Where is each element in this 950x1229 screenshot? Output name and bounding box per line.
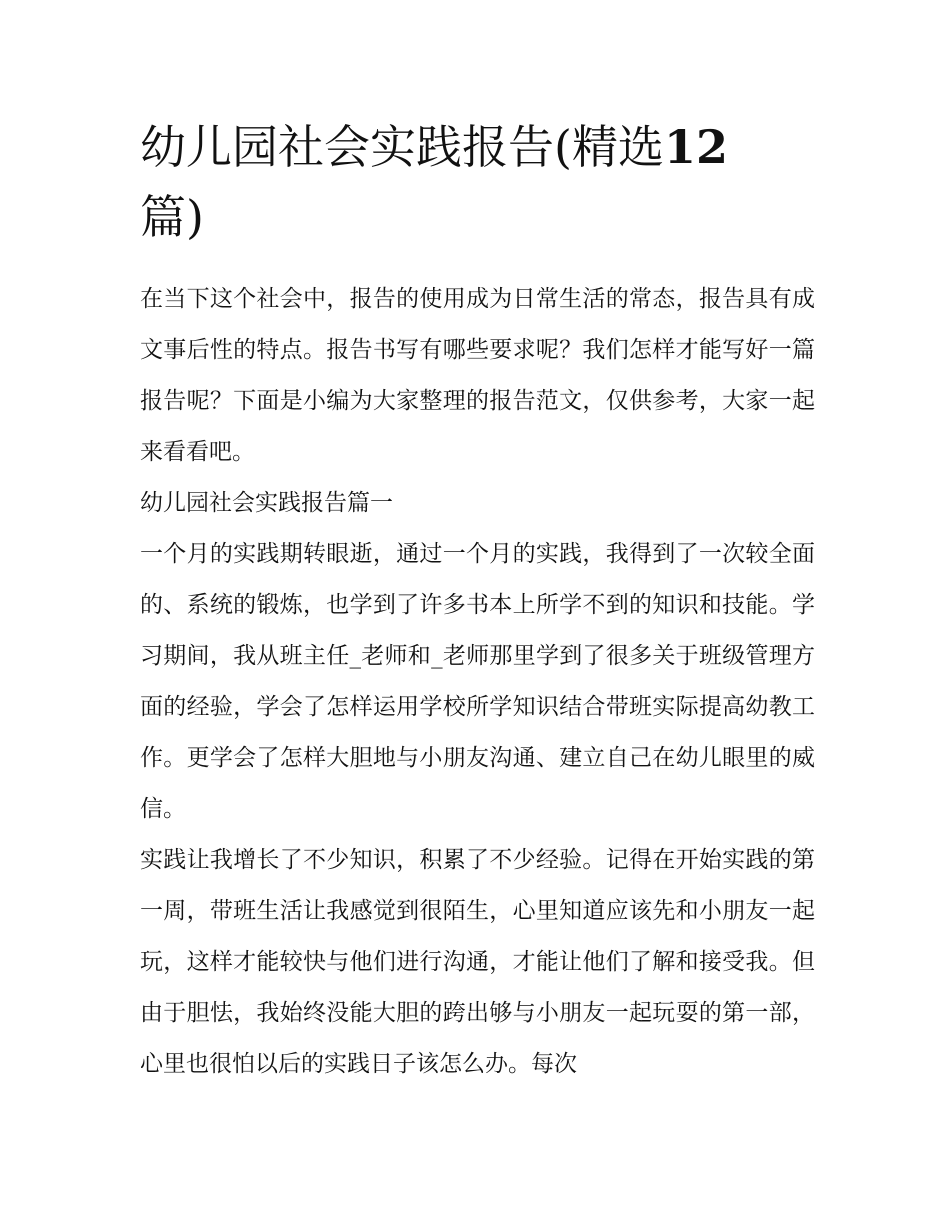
body-paragraph-1: 一个月的实践期转眼逝，通过一个月的实践，我得到了一次较全面的、系统的锻炼，也学到了许多书本上所学不到的知识和技能。学习期间，我从班主任_老师和_老师那里学到了很多关于班级管理方面的经验，学会了怎样运用学校所学知识结合带班实际提高幼教工作。更学会了怎样大胆地与小朋友沟通、建立自己在幼儿眼里的威信。 [140,541,815,822]
title-number: 12 [663,120,728,174]
title-text-continued: 篇) [140,190,204,244]
intro-paragraph: 在当下这个社会中，报告的使用成为日常生活的常态，报告具有成文事后性的特点。报告书写有哪些要求呢？我们怎样才能写好一篇报告呢？下面是小编为大家整理的报告范文，仅供参考，大家一起来看看吧。 [140,286,815,465]
title-text: 幼儿园社会实践报告(精选 [140,120,664,174]
section-heading: 幼儿园社会实践报告篇一 [140,490,393,516]
document-content [140,112,815,1090]
body-paragraph-2: 实践让我增长了不少知识，积累了不少经验。记得在开始实践的第一周，带班生活让我感觉到很陌生，心里知道应该先和小朋友一起玩，这样才能较快与他们进行沟通，才能让他们了解和接受我。但由于胆怯，我始终没能大胆的跨出够与小朋友一起玩耍的第一部，心里也很怕以后的实践日子该怎么办。每次 [140,847,815,1077]
document-title [140,112,815,252]
document-body [140,274,815,1090]
